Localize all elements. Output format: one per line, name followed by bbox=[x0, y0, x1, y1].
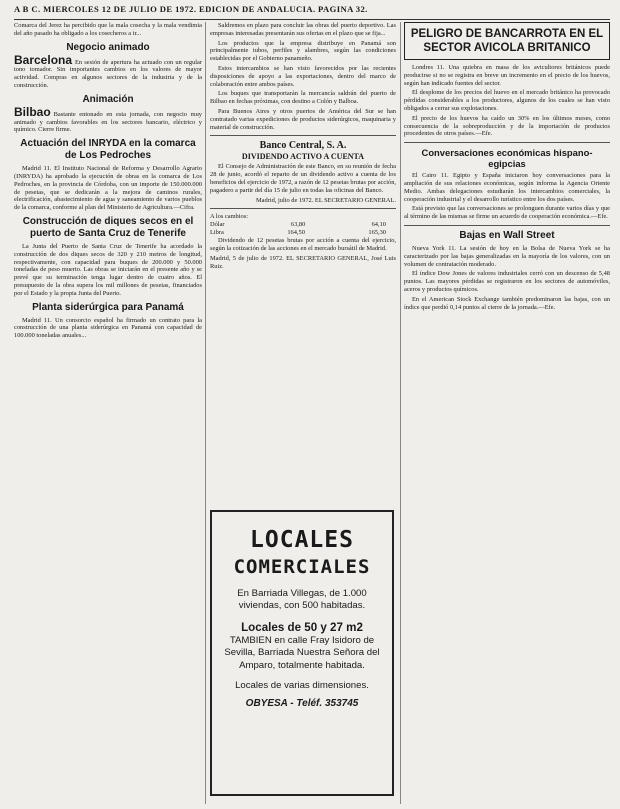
ad-title-line-2: COMERCIALES bbox=[233, 556, 371, 578]
wall-street-text-3: En el American Stock Exchange también predominaron las bajas, con un índice que perdió 0,14 puntos al cierre de la jornada.—Efe. bbox=[404, 295, 610, 311]
bancarrota-text-2: El desplome de los precios del huevo en el mercado británico ha provocado pérdidas considerables a los productores, algunos de los cuales se han visto obligados a cerrar sus explotaciones. bbox=[404, 89, 610, 112]
quotes-label: A los cambios: bbox=[210, 213, 248, 221]
banco-signature: Madrid, julio de 1972. EL SECRETARIO GENERAL. bbox=[255, 196, 396, 204]
ad-text-2: Locales de 50 y 27 m2 bbox=[241, 620, 363, 634]
bancarrota-text-3: El precio de los huevos ha caído un 30% en los últimos meses, como consecuencia de la sobreproducción y de la importación de productos procedentes de otros países.—Efe. bbox=[404, 114, 610, 138]
inryda-text: Madrid 11. El Instituto Nacional de Reforma y Desarrollo Agrario (INRYDA) ha aprobado la ejecución de obras en la comarca de Los Pedroches, en la provincia de Córdoba, con un importe de 150.000.000 de pesetas, que se dedicarán a la mejora de caminos rurales, electrificación, abastecimiento de agua y saneamiento de varios pueblos de la comarca, conforme al plan del Ministerio de Agricultura.—Cifra. bbox=[14, 165, 202, 212]
wall-street-heading: Bajas en Wall Street bbox=[459, 229, 555, 241]
wall-street-text-1: Nueva York 11. La sesión de hoy en la Bolsa de Nueva York se ha caracterizado por las bajas generalizadas en la mayoría de los valores, con un volumen de contratación moderado. bbox=[404, 244, 610, 268]
city-name: Barcelona bbox=[14, 52, 73, 67]
column-divider bbox=[400, 22, 401, 804]
planta-heading: Planta siderúrgica para Panamá bbox=[32, 301, 184, 313]
divider bbox=[404, 142, 610, 143]
conversaciones-heading: Conversaciones económicas hispano-egipcias bbox=[421, 147, 593, 170]
ad-title-line-1: LOCALES bbox=[250, 527, 354, 553]
animacion-heading: Animación bbox=[82, 93, 134, 105]
column-1 bbox=[14, 22, 202, 804]
col2-text-2: Los productos que la empresa distribuye en Panamá son principalmente tubos, perfiles y alambres, según las condiciones establecidas por el Gobierno panameño. bbox=[210, 39, 396, 63]
planta-text: Madrid 11. Un consorcio español ha firmado un contrato para la construcción de una planta siderúrgica en Panamá con capacidad de 100.000 toneladas anuales... bbox=[14, 316, 202, 340]
barcelona-item bbox=[14, 52, 202, 90]
ad-phone: OBYESA - Teléf. 353745 bbox=[245, 698, 359, 710]
col2-text-1: Saldremos en plazo para concluir las obras del puerto deportivo. Las empresas interesadas presentarán sus ofertas en el plazo que se fija... bbox=[210, 22, 396, 37]
quote-row bbox=[210, 229, 396, 237]
ad-text-1: En Barriada Villegas, de 1.000 viviendas, con 500 habitadas. bbox=[237, 588, 367, 612]
quote-b: 165,30 bbox=[368, 229, 386, 237]
wall-street-text-2: El índice Dow Jones de valores industriales cerró con un descenso de 5,48 puntos. Las mayores pérdidas se registraron en los sectores de automóviles, aceros y productos químicos. bbox=[404, 270, 610, 293]
divider bbox=[210, 135, 396, 136]
quote-a: 63,80 bbox=[290, 221, 306, 229]
bancarrota-headline: PELIGRO DE BANCARROTA EN EL SECTOR AVICOLA BRITANICO bbox=[404, 22, 610, 60]
column-3 bbox=[404, 22, 610, 804]
col2-text-3: Estos intercambios se han visto favorecidos por las recientes disposiciones de apoyo a las exportaciones, dentro del marco de colaboración entre ambos países. bbox=[210, 64, 396, 88]
divider bbox=[404, 225, 610, 226]
column-divider bbox=[205, 22, 206, 804]
bancarrota-text-1: Londres 11. Una quiebra en masa de los avicultores británicos puede producirse si no se registra en breve un incremento en el precio de los huevos, según han indicado fuentes del sector. bbox=[404, 64, 610, 87]
conversaciones-text-1: El Cairo 11. Egipto y España iniciaron hoy conversaciones para la ampliación de sus relaciones económicas, según informa la Agencia Oriente Medio. Ambas delegaciones estudiarán los intercambios comerciales, la cooperación industrial y el desarrollo turístico entre los dos países. bbox=[404, 172, 610, 203]
page-header: A B C. MIERCOLES 12 DE JULIO DE 1972. EDICION DE ANDALUCIA. PAGINA 32. bbox=[14, 4, 610, 20]
ad-text-3: TAMBIEN en calle Fray Isidoro de Sevilla, Barriada Nuestra Señora del Amparo, totalmente habitada. bbox=[224, 634, 380, 671]
quote-label: Libra bbox=[210, 229, 224, 237]
bilbao-item bbox=[14, 104, 202, 134]
col2-text-5: Para Buenos Aires y otros puertos de América del Sur se han contratado varias expediciones de productos siderúrgicos, maquinaria y material de construcción. bbox=[210, 107, 396, 131]
column-2 bbox=[210, 22, 396, 804]
ad-text-4: Locales de varias dimensiones. bbox=[235, 680, 369, 692]
city-name: Bilbao bbox=[14, 104, 51, 119]
negocio-heading: Negocio animado bbox=[66, 41, 150, 53]
banco-title: Banco Central, S. A. bbox=[259, 140, 347, 152]
quotes-text: Dividendo de 12 pesetas brutas por acción a cuenta del ejercicio, según la cotización de las acciones en el mercado bursátil de Madrid. bbox=[210, 237, 396, 253]
quote-a: 164,50 bbox=[287, 229, 305, 237]
quote-label: Dólar bbox=[210, 221, 225, 229]
bilbao-text: Bastante entonado en esta jornada, con negocio muy animado y cambios favorables en los sectores bancario, eléctrico y químico. Cierre firme. bbox=[14, 110, 202, 134]
barcelona-text: En sesión de apertura ha actuado con un regular tono tomador. Sin importantes cambios en los valores de mayor actividad. Compras en algunos sectores de la industria y de la construcción. bbox=[14, 58, 202, 89]
intro-text: Comarca del Jerez ha percibido que la mala cosecha y la mala vendimia del año pasado ha obligado a los cosecheros a ir... bbox=[14, 22, 202, 37]
banco-text: El Consejo de Administración de este Banco, en su reunión de fecha 28 de junio, acordó el reparto de un dividendo activo a cuenta de los beneficios del ejercicio de 1972, a razón de 12 pesetas brutas por acción, pagadero a partir del día 15 de julio en todas las oficinas del Banco. bbox=[210, 163, 396, 194]
conversaciones-text-2: Está previsto que las conversaciones se prolonguen durante varios días y que al término de las mismas se firme un acuerdo de cooperación económica.—Efe. bbox=[404, 205, 610, 221]
quotes-signature: Madrid, 5 de julio de 1972. EL SECRETARIO GENERAL, José Luis Ruiz. bbox=[210, 254, 396, 270]
diques-text: La Junta del Puerto de Santa Cruz de Tenerife ha acordado la construcción de dos diques secos de 320 y 210 metros de longitud, respectivamente, con capacidad para buques de 200.000 y 50.000 toneladas de peso muerto. Las obras se iniciarán en el presente año y se prevé que su terminación tenga lugar dentro de cuatro años. El presupuesto de la obra supera los mil millones de pesetas, financiados por el Estado y la propia Junta del Puerto. bbox=[14, 242, 202, 297]
quote-row bbox=[210, 221, 396, 229]
col2-text-4: Los buques que transportarán la mercancía saldrán del puerto de Bilbao en fechas próximas, con destino a Colón y Balboa. bbox=[210, 90, 396, 106]
quotes-header bbox=[210, 213, 396, 221]
banco-subtitle: DIVIDENDO ACTIVO A CUENTA bbox=[241, 152, 365, 162]
inryda-heading: Actuación del INRYDA en la comarca de Los Pedroches bbox=[20, 138, 196, 162]
quote-b: 64,10 bbox=[371, 221, 386, 229]
diques-heading: Construcción de diques secos en el puerto de Santa Cruz de Tenerife bbox=[22, 215, 194, 239]
locales-advertisement bbox=[210, 510, 394, 796]
divider bbox=[210, 208, 396, 209]
